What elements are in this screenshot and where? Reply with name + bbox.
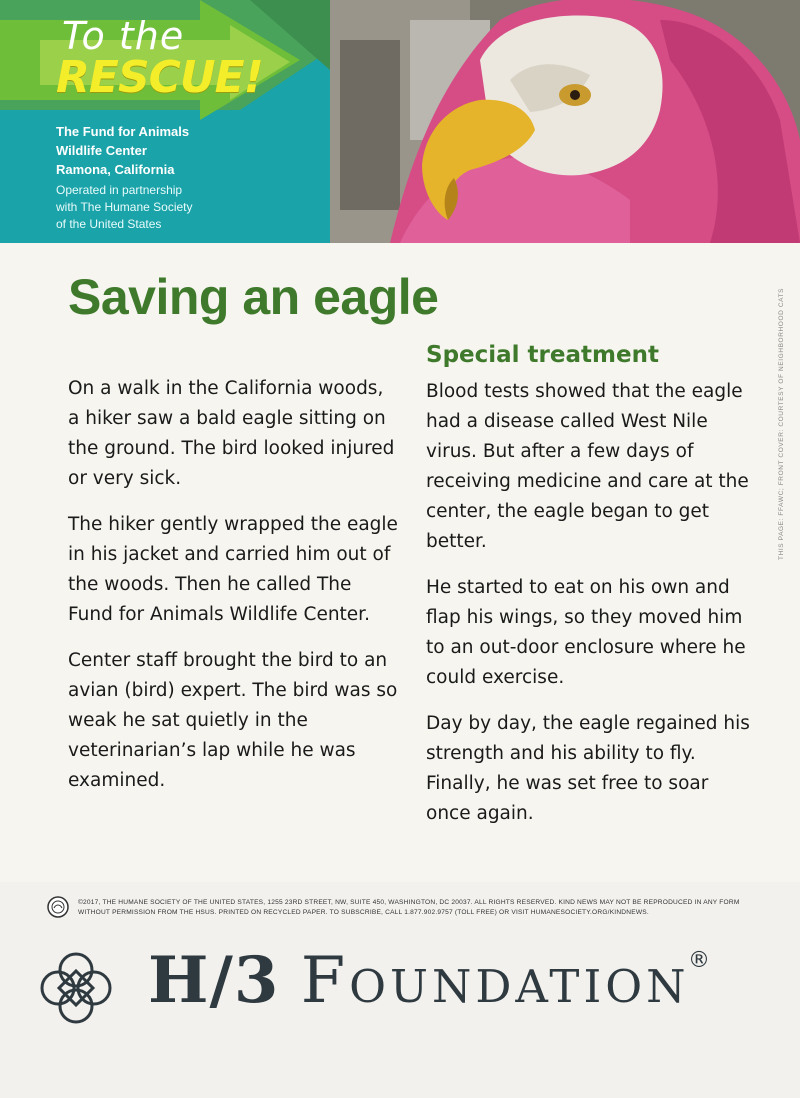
partnership-line: with The Humane Society bbox=[56, 200, 193, 214]
subheading-special-treatment: Special treatment bbox=[426, 342, 659, 368]
center-name-line: Wildlife Center bbox=[56, 143, 147, 158]
eagle-illustration-icon bbox=[330, 0, 800, 243]
photo-credit: THIS PAGE: FFAWC; FRONT COVER: COURTESY OF NEIGHBORHOOD CATS bbox=[778, 287, 785, 560]
rescue-banner bbox=[0, 0, 330, 243]
eagle-photo bbox=[330, 0, 800, 243]
paragraph: He started to eat on his own and flap his wings, so they moved him to an out-door enclosure where he could exercise. bbox=[426, 577, 746, 688]
partnership-line: of the United States bbox=[56, 217, 162, 231]
partnership-note bbox=[56, 182, 193, 233]
paragraph: Center staff brought the bird to an avian (bird) expert. The bird was so weak he sat quietly in the veterinarian’s lap while he was examined. bbox=[68, 650, 398, 791]
center-location-line: Ramona, California bbox=[56, 162, 175, 177]
h3-mark: H/3 bbox=[148, 943, 280, 1018]
title-rescue: RESCUE! bbox=[56, 52, 263, 103]
partnership-line: Operated in partnership bbox=[56, 183, 183, 197]
hsus-seal-icon bbox=[47, 896, 69, 918]
paragraph: Day by day, the eagle regained his strength and his ability to fly. Finally, he was set free to soar once again. bbox=[426, 713, 750, 824]
paragraph: Blood tests showed that the eagle had a disease called West Nile virus. But after a few days of receiving medicine and care at the center, the eagle began to get better. bbox=[426, 381, 749, 552]
title-to-the: To the bbox=[62, 14, 185, 58]
article-left-column bbox=[68, 374, 398, 812]
foundation-word: Foundation bbox=[300, 944, 690, 1018]
center-name-line: The Fund for Animals bbox=[56, 124, 190, 139]
rescue-header bbox=[0, 0, 800, 243]
article-right-column bbox=[426, 377, 756, 845]
h3-foundation-wordmark bbox=[148, 943, 690, 1018]
center-name bbox=[56, 122, 189, 179]
h3-foundation-knot-icon bbox=[36, 948, 116, 1028]
article-headline: Saving an eagle bbox=[68, 269, 439, 325]
paragraph: On a walk in the California woods, a hiker saw a bald eagle sitting on the ground. The bird looked injured or very sick. bbox=[68, 378, 395, 489]
paragraph: The hiker gently wrapped the eagle in his jacket and carried him out of the woods. Then he called The Fund for Animals Wildlife Center. bbox=[68, 514, 398, 625]
registered-mark: ® bbox=[688, 948, 710, 973]
copyright-notice: ©2017, THE HUMANE SOCIETY OF THE UNITED STATES, 1255 23RD STREET, NW, SUITE 450, WASHINGTON, DC 20037. ALL RIGHTS RESERVED. KIND NEWS MAY NOT BE REPRODUCED IN ANY FORM WITHOUT PERMISSION FROM THE HSUS. PRINTED ON RECYCLED PAPER. TO SUBSCRIBE, CALL 1.877.902.9757 (TOLL FREE) OR VISIT HUMANESOCIETY.ORG/KINDNEWS. bbox=[78, 899, 740, 916]
